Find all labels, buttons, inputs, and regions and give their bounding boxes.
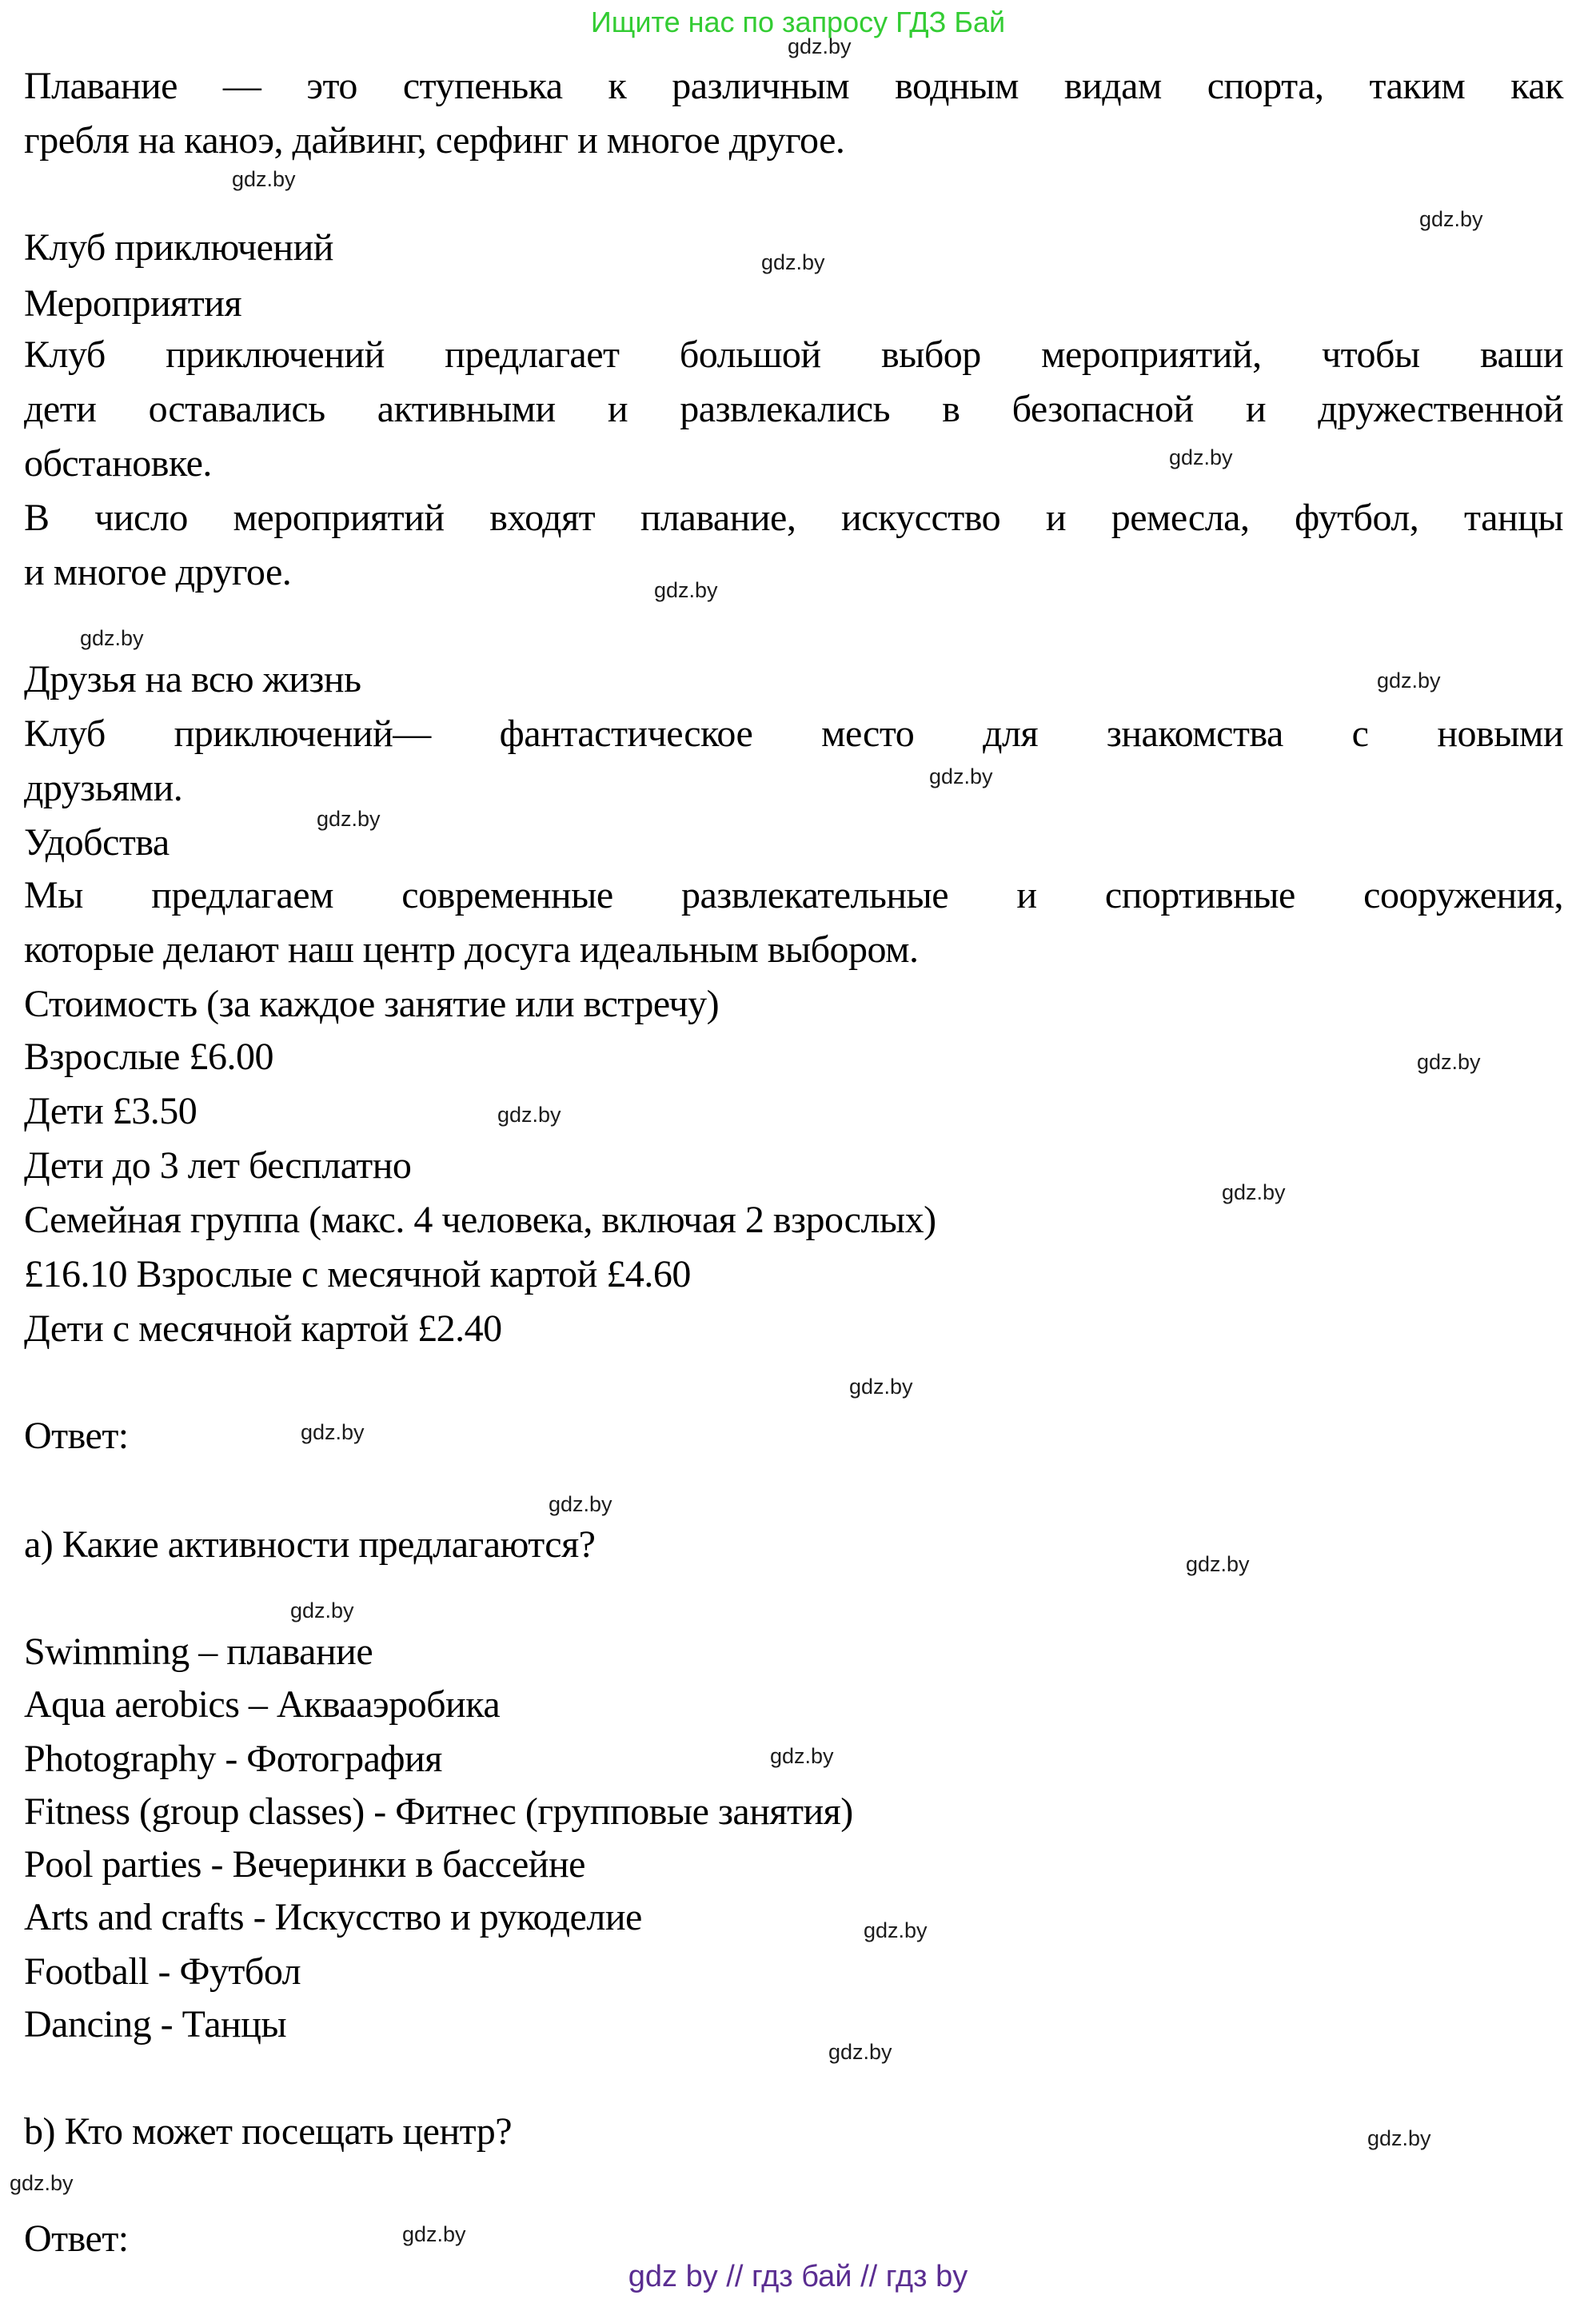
- price-family-line-1: Семейная группа (макс. 4 человека, включая 2 взрослых): [24, 1199, 936, 1241]
- section-title-facilities: Удобства: [24, 821, 170, 864]
- activities-para-line-2: и многое другое.: [24, 551, 292, 593]
- gdz-watermark: gdz.by: [849, 1375, 913, 1399]
- facilities-line-2: которые делают наш центр досуга идеальным выбором.: [24, 928, 919, 971]
- gdz-watermark: gdz.by: [317, 807, 381, 831]
- gdz-watermark: gdz.by: [1417, 1050, 1481, 1074]
- club-para-line-1: Клуб приключений предлагает большой выбор мероприятий, чтобы ваши: [24, 333, 1563, 376]
- price-children-card: Дети с месячной картой £2.40: [24, 1307, 502, 1350]
- gdz-watermark: gdz.by: [1222, 1180, 1286, 1204]
- section-title-activities: Мероприятия: [24, 282, 242, 325]
- gdz-watermark: gdz.by: [402, 2222, 466, 2246]
- gdz-watermark: gdz.by: [1377, 669, 1441, 692]
- price-under3: Дети до 3 лет бесплатно: [24, 1144, 412, 1187]
- price-family-line-2: £16.10 Взрослые с месячной картой £4.60: [24, 1253, 691, 1295]
- intro-line-2: гребля на каноэ, дайвинг, серфинг и многое другое.: [24, 119, 845, 162]
- question-a: a) Какие активности предлагаются?: [24, 1523, 596, 1566]
- activity-photography: Photography - Фотография: [24, 1738, 442, 1780]
- gdz-watermark: gdz.by: [788, 34, 852, 58]
- section-title-friends: Друзья на всю жизнь: [24, 658, 361, 700]
- gdz-watermark: gdz.by: [654, 578, 718, 602]
- gdz-watermark: gdz.by: [864, 1918, 928, 1942]
- activity-arts-crafts: Arts and crafts - Искусство и рукоделие: [24, 1896, 642, 1938]
- price-title: Стоимость (за каждое занятие или встречу): [24, 983, 720, 1025]
- gdz-watermark: gdz.by: [301, 1420, 365, 1444]
- club-para-line-2: дети оставались активными и развлекались в безопасной и дружественной: [24, 388, 1563, 430]
- section-title-club: Клуб приключений: [24, 226, 333, 269]
- gdz-watermark: gdz.by: [10, 2171, 74, 2195]
- activity-football: Football - Футбол: [24, 1950, 301, 1993]
- activities-para-line-1: В число мероприятий входят плавание, искусство и ремесла, футбол, танцы: [24, 497, 1563, 539]
- activity-dancing: Dancing - Танцы: [24, 2003, 287, 2046]
- gdz-watermark: gdz.by: [497, 1103, 561, 1127]
- activity-pool-parties: Pool parties - Вечеринки в бассейне: [24, 1843, 585, 1886]
- footer-banner: gdz by // гдз бай // гдз by: [628, 2260, 968, 2293]
- price-adults: Взрослые £6.00: [24, 1036, 273, 1078]
- gdz-watermark: gdz.by: [1419, 207, 1483, 231]
- gdz-watermark: gdz.by: [761, 250, 825, 274]
- gdz-watermark: gdz.by: [1367, 2126, 1431, 2150]
- answer-label-1: Ответ:: [24, 1415, 129, 1457]
- gdz-watermark: gdz.by: [929, 764, 993, 788]
- gdz-watermark: gdz.by: [1169, 445, 1233, 469]
- activity-swimming: Swimming – плавание: [24, 1630, 373, 1673]
- club-para-line-3: обстановке.: [24, 442, 212, 485]
- gdz-watermark: gdz.by: [290, 1599, 354, 1622]
- gdz-watermark: gdz.by: [80, 626, 144, 650]
- friends-line-1: Клуб приключений— фантастическое место для знакомства с новыми: [24, 712, 1563, 755]
- gdz-watermark: gdz.by: [549, 1492, 612, 1516]
- answer-label-2: Ответ:: [24, 2217, 129, 2260]
- facilities-line-1: Мы предлагаем современные развлекательные и спортивные сооружения,: [24, 874, 1563, 916]
- gdz-watermark: gdz.by: [770, 1744, 834, 1768]
- promo-banner: Ищите нас по запросу ГДЗ Бай: [590, 6, 1006, 38]
- activity-fitness: Fitness (group classes) - Фитнес (групповые занятия): [24, 1790, 853, 1833]
- gdz-watermark: gdz.by: [232, 167, 296, 191]
- gdz-watermark: gdz.by: [1186, 1552, 1250, 1576]
- question-b: b) Кто может посещать центр?: [24, 2110, 513, 2153]
- intro-line-1: Плавание — это ступенька к различным водным видам спорта, таким как: [24, 65, 1563, 107]
- gdz-watermark: gdz.by: [828, 2040, 892, 2064]
- activity-aqua-aerobics: Aqua aerobics – Аквааэробика: [24, 1683, 501, 1726]
- price-children: Дети £3.50: [24, 1090, 198, 1132]
- friends-line-2: друзьями.: [24, 767, 183, 809]
